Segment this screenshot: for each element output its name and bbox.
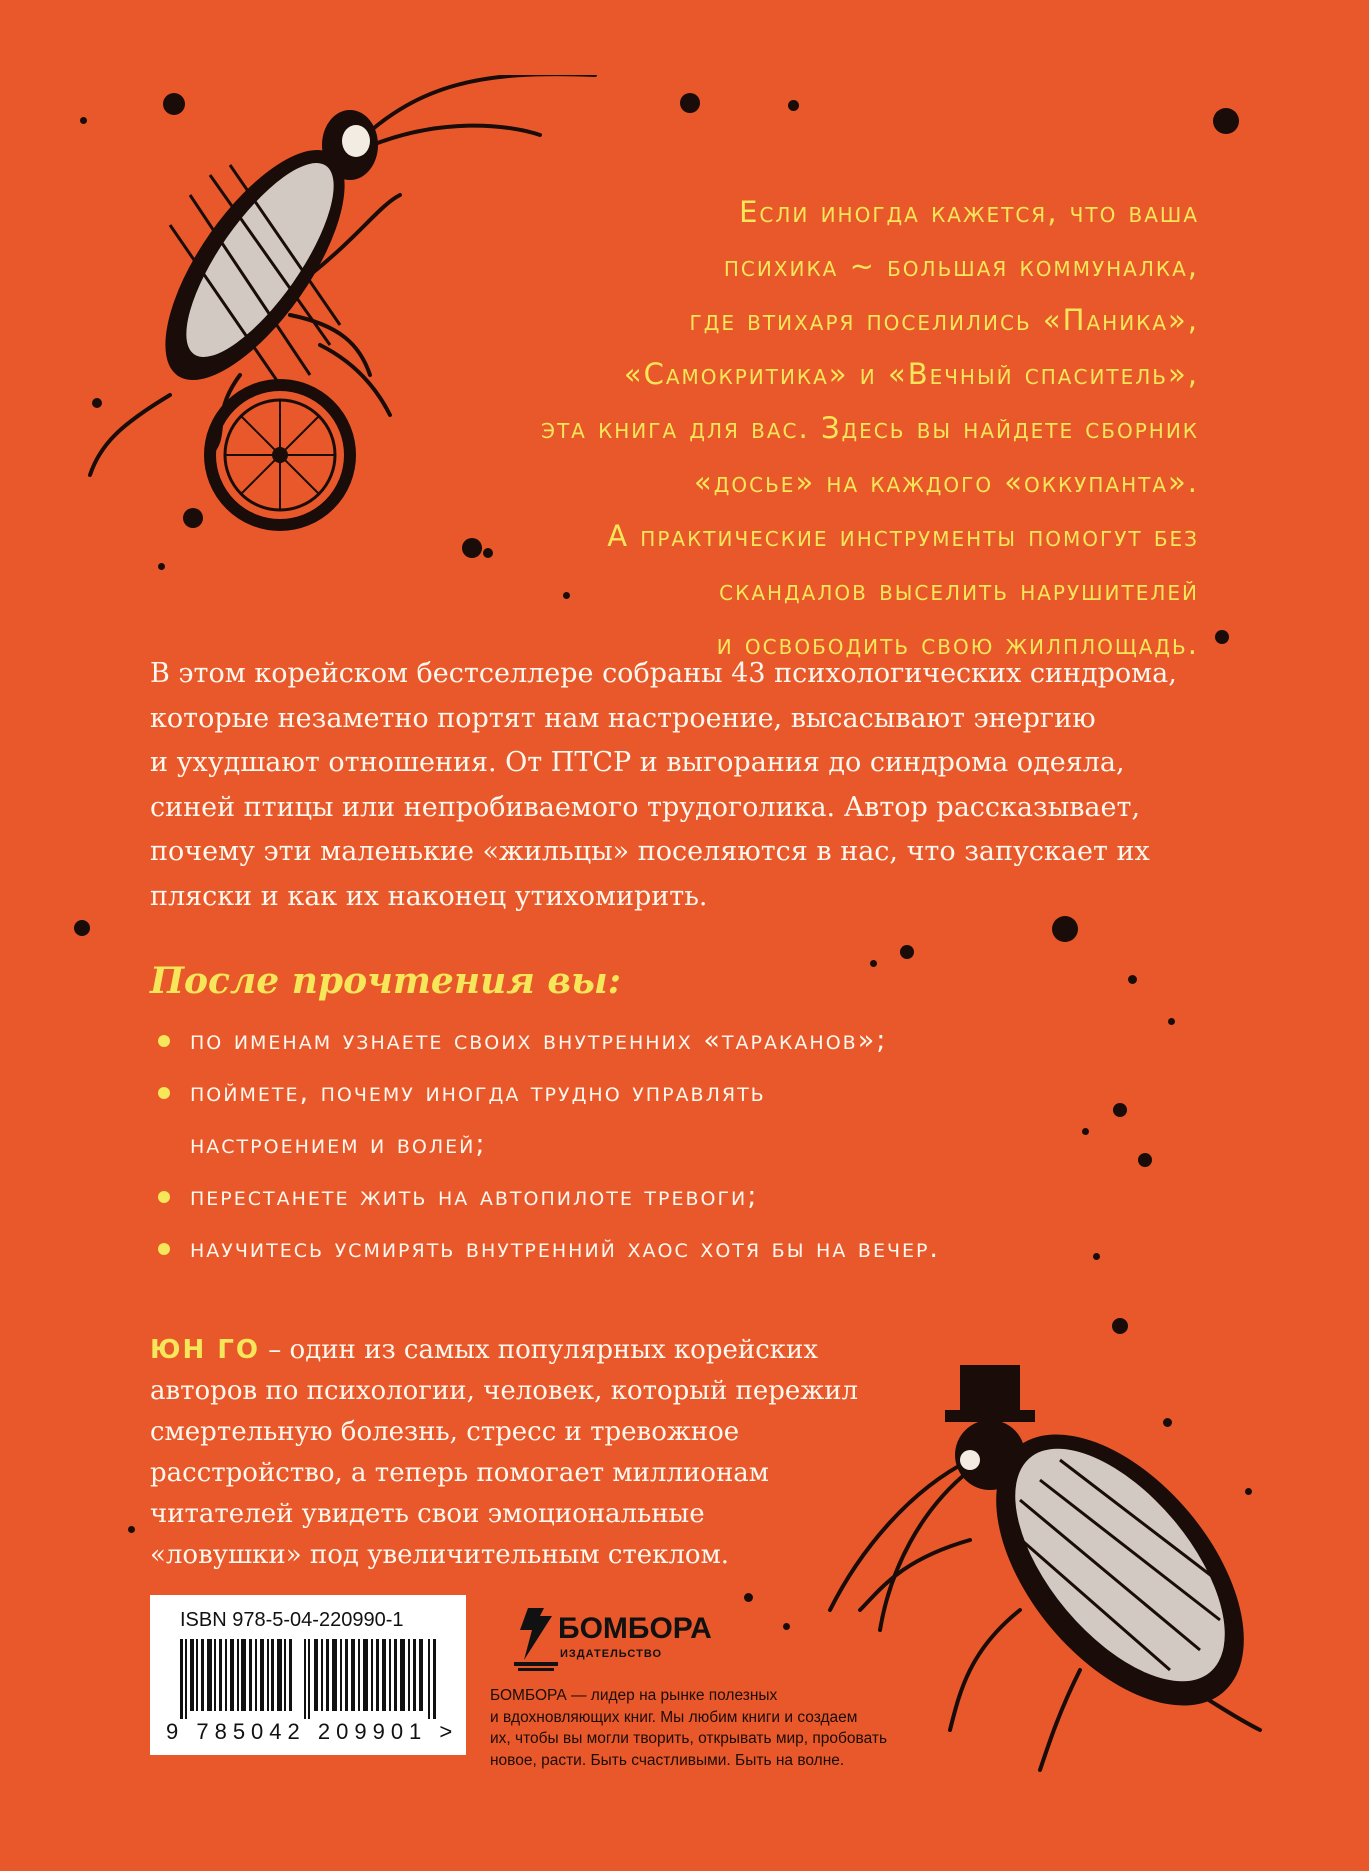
list-item: поймете, почему иногда трудно управлять — [190, 1067, 940, 1119]
after-reading-list — [190, 1015, 940, 1275]
publisher-line: новое, расти. Быть счастливыми. Быть на волне. — [490, 1751, 845, 1769]
barcode-icon — [180, 1639, 438, 1719]
publisher-blurb — [490, 1685, 1010, 1771]
publisher-logo-sub: ИЗДАТЕЛЬСТВО — [560, 1648, 663, 1660]
intro-paragraph — [150, 652, 1210, 919]
intro-line: синей птицы или непробиваемого трудоголика. Автор рассказывает, — [150, 791, 1141, 823]
publisher-logo-name: БОМБОРА — [558, 1612, 712, 1645]
headline-line: скандалов выселить нарушителей — [719, 573, 1199, 607]
isbn-digits: 9 785042 209901 > — [166, 1719, 459, 1744]
author-bio — [150, 1330, 910, 1576]
headline-line: и освободить свою жилплощадь. — [716, 627, 1199, 661]
bullet-dot-icon — [158, 1035, 170, 1047]
intro-line: пляски и как их наконец утихомирить. — [150, 880, 708, 912]
after-reading-title: После прочтения вы: — [150, 960, 621, 1002]
author-line: – один из самых популярных корейских — [260, 1335, 818, 1365]
bullet-dot-icon — [158, 1191, 170, 1203]
author-line: смертельную болезнь, стресс и тревожное — [150, 1417, 740, 1447]
headline-line: где втихаря поселились «Паника», — [689, 303, 1199, 337]
bullet-dot-icon — [158, 1087, 170, 1099]
author-line: «ловушки» под увеличительным стеклом. — [150, 1540, 730, 1570]
author-line: читателей увидеть свои эмоциональные — [150, 1499, 705, 1529]
author-line: авторов по психологии, человек, который пережил — [150, 1376, 859, 1406]
publisher-line: БОМБОРА — лидер на рынке полезных — [490, 1687, 778, 1704]
intro-line: и ухудшают отношения. От ПТСР и выгорания до синдрома одеяла, — [150, 747, 1125, 778]
author-name: ЮН ГО — [150, 1335, 261, 1365]
intro-line: В этом корейском бестселлере собраны 43 психологических синдрома, — [150, 658, 1177, 689]
list-item: научитесь усмирять внутренний хаос хотя бы на вечер. — [190, 1223, 940, 1275]
headline-line: психика ~ большая коммуналка, — [723, 249, 1199, 283]
headline-line: «Самокритика» и «Вечный спаситель», — [623, 357, 1199, 391]
headline-line: «досье» на каждого «оккупанта». — [694, 465, 1199, 499]
list-item: перестанете жить на автопилоте тревоги; — [190, 1171, 940, 1223]
headline-line: А практические инструменты помогут без — [607, 519, 1199, 553]
list-item-continuation: настроением и волей; — [190, 1129, 487, 1160]
headline-block — [479, 185, 1199, 671]
publisher-line: и вдохновляющих книг. Мы любим книги и создаем — [490, 1708, 858, 1726]
isbn-label: ISBN 978-5-04-220990-1 — [180, 1609, 404, 1631]
headline-line: эта книга для вас. Здесь вы найдете сборник — [540, 411, 1199, 445]
bullet-dot-icon — [158, 1243, 170, 1255]
author-line: расстройство, а теперь помогает миллионам — [150, 1458, 769, 1488]
isbn-barcode-box — [150, 1595, 466, 1755]
publisher-line: их, чтобы вы могли творить, открывать мир, пробовать — [490, 1730, 888, 1747]
intro-line: которые незаметно портят нам настроение, высасывают энергию — [150, 702, 1096, 734]
headline-line: Если иногда кажется, что ваша — [739, 195, 1199, 229]
list-item: по именам узнаете своих внутренних «тараканов»; — [190, 1015, 940, 1067]
intro-line: почему эти маленькие «жильцы» поселяются в нас, что запускает их — [150, 836, 1150, 867]
